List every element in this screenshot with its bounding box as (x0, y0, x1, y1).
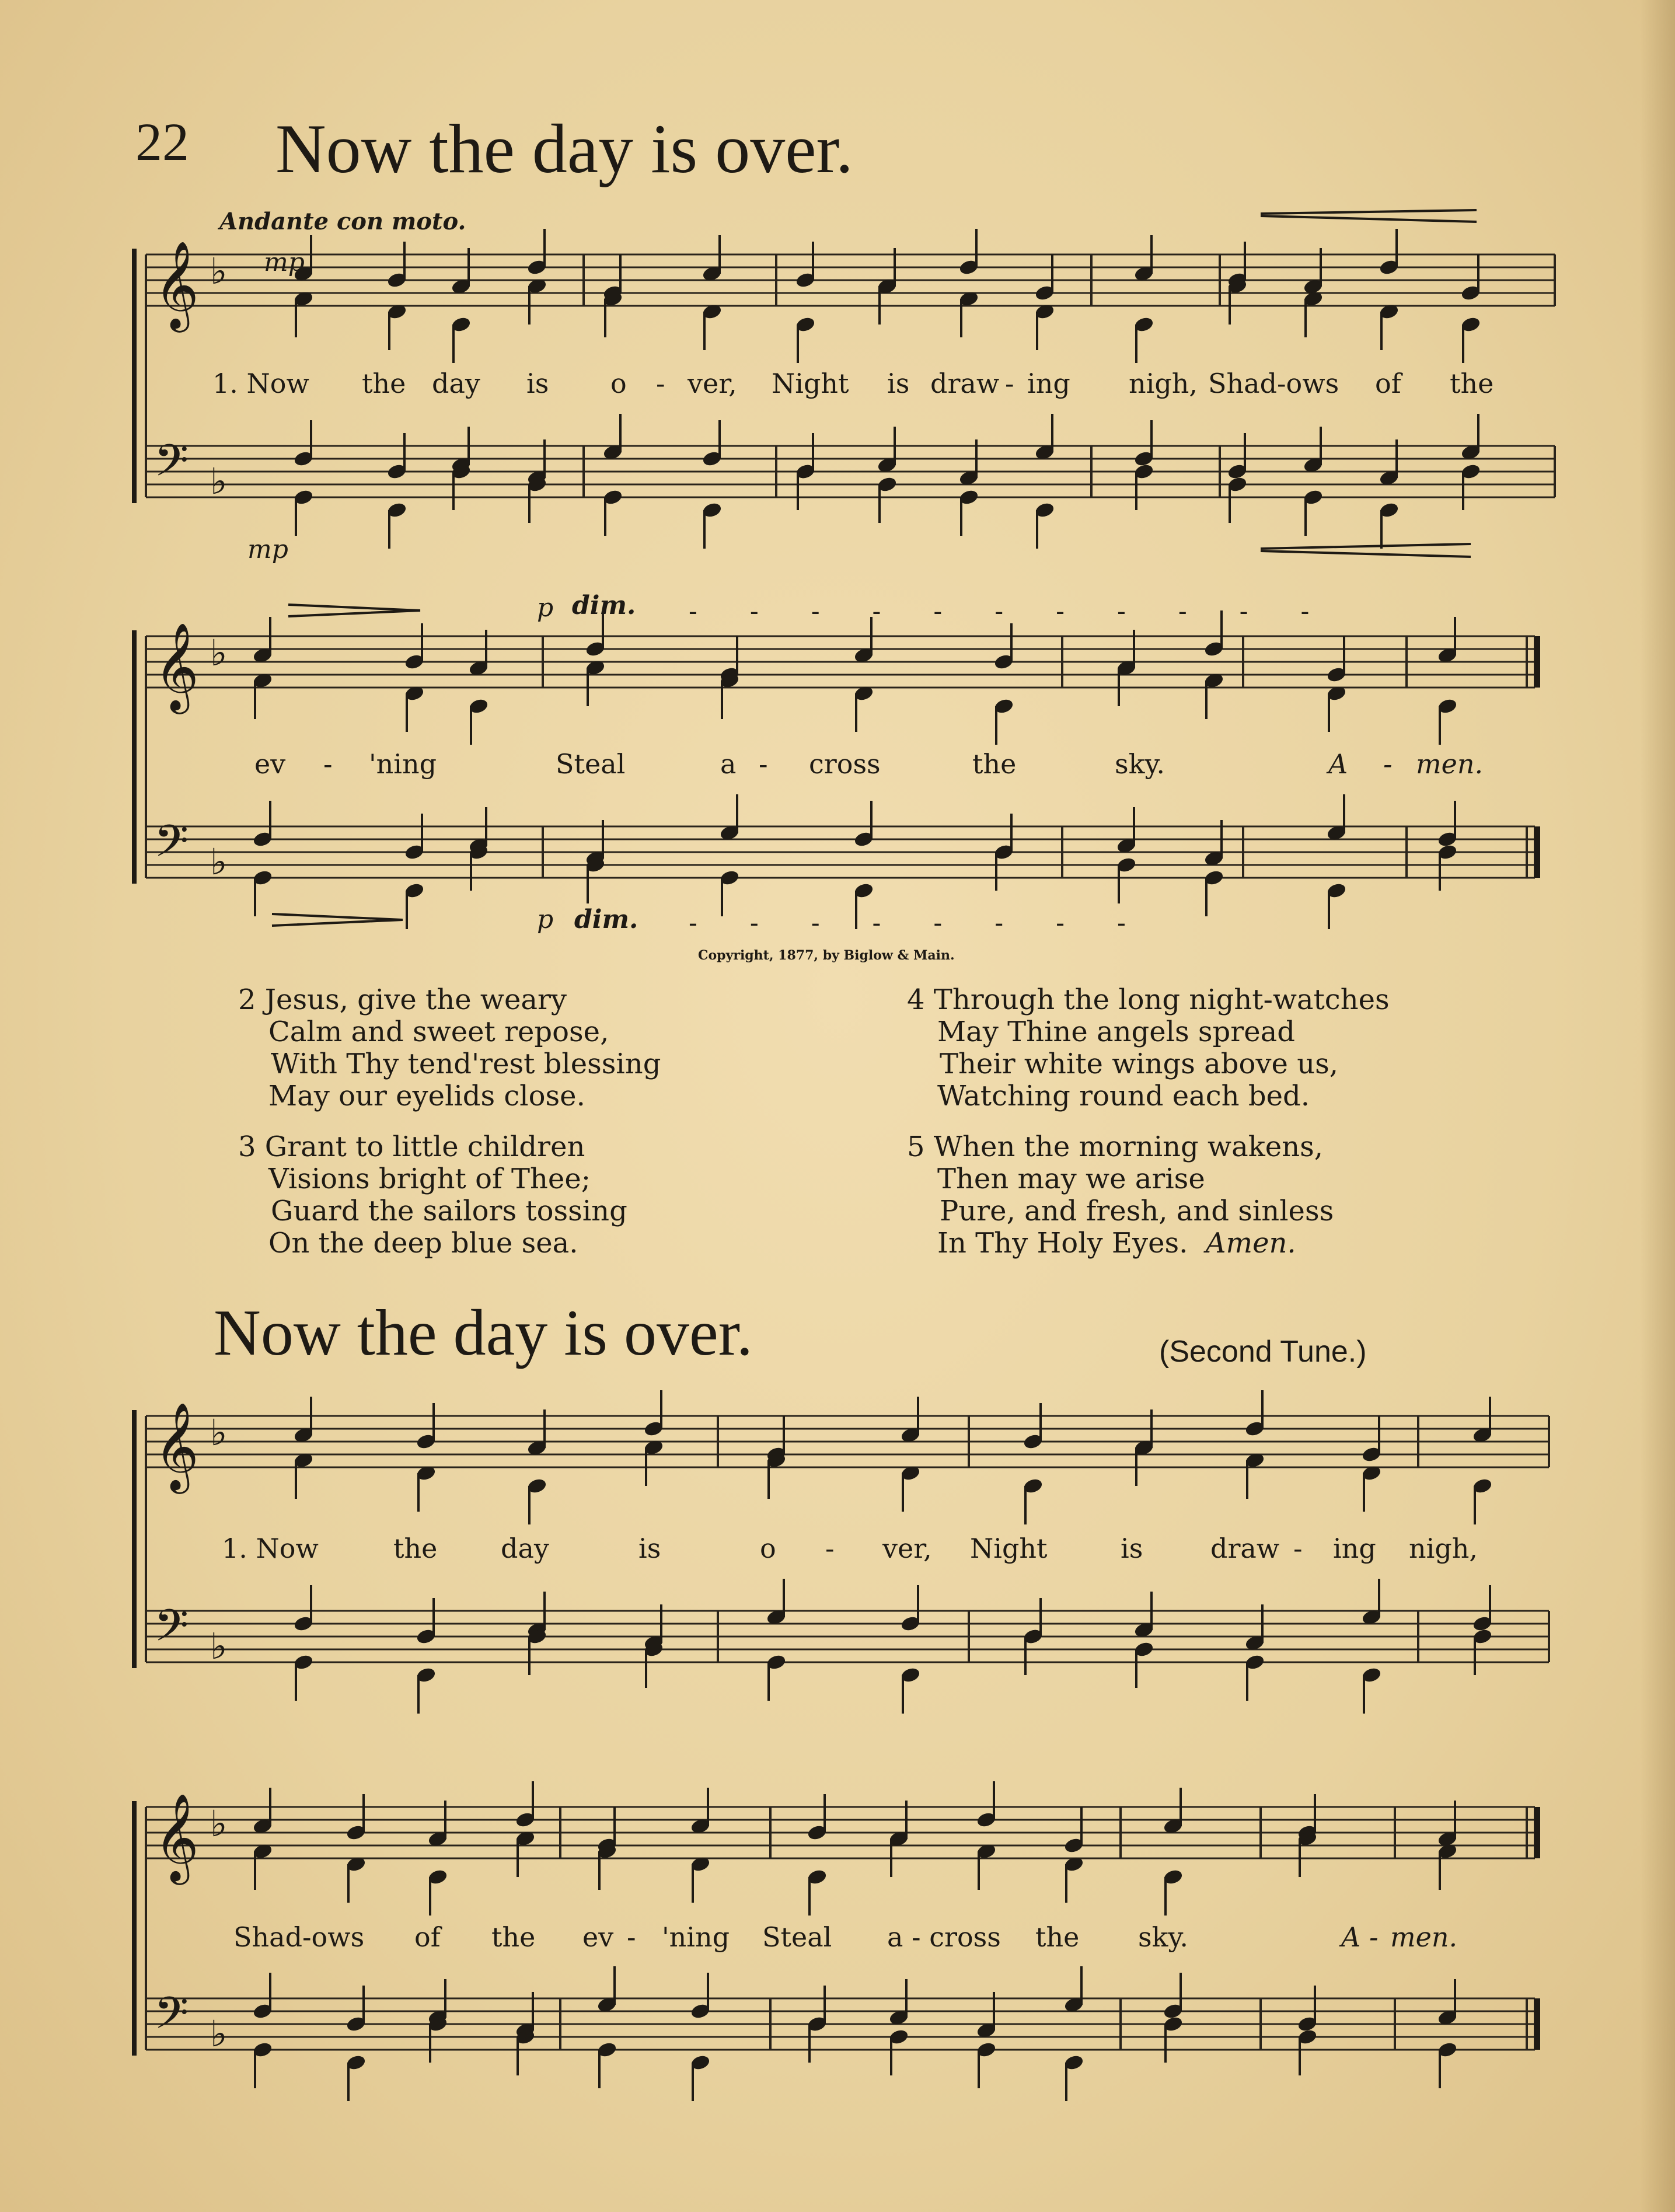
lyric-syllable: Steal (556, 748, 626, 780)
lyric-syllable: ing (1333, 1533, 1376, 1564)
lyric-syllable: day (501, 1533, 549, 1564)
verse-line: With Thy tend'rest blessing (271, 1048, 661, 1080)
flat-key-signature-icon: ♭ (210, 1802, 228, 1845)
verse-line: On the deep blue sea. (268, 1227, 578, 1259)
dynamic-p-bass: p (537, 905, 554, 934)
dynamic-mp-bass: mp (247, 535, 288, 564)
verse-line: Watching round each bed. (937, 1080, 1310, 1112)
lyric-syllable: the (972, 748, 1017, 780)
verse-line: 5 When the morning wakens, (907, 1131, 1324, 1163)
lyric-syllable: - (1383, 748, 1393, 780)
treble-clef-icon: 𝄞 (154, 622, 199, 710)
verse-line: Then may we arise (937, 1163, 1205, 1195)
decrescendo-hairpin (272, 914, 403, 926)
lyric-syllable: - (1293, 1533, 1303, 1564)
lyric-syllable: A (1341, 1921, 1361, 1953)
lyric-syllable: Shad-ows (233, 1921, 365, 1953)
lyric-syllable: sky. (1138, 1921, 1188, 1953)
lyric-syllable: - (759, 748, 768, 780)
dynamic-dim-treble: dim. (572, 591, 636, 620)
verse-line: Guard the sailors tossing (271, 1195, 627, 1227)
treble-clef-icon: 𝄞 (154, 240, 199, 329)
crescendo-hairpin (1261, 210, 1477, 222)
lyric-syllable: draw (1210, 1533, 1280, 1564)
lyric-syllable: - (627, 1921, 636, 1953)
flat-key-signature-icon: ♭ (210, 460, 228, 503)
lyric-syllable: 1. Now (212, 368, 309, 399)
lyric-syllable: - (1005, 368, 1014, 399)
lyric-syllable: cross (809, 748, 881, 780)
lyric-syllable: is (1121, 1533, 1143, 1564)
bass-clef-icon: 𝄢 (154, 1600, 189, 1662)
lyric-syllable: Steal (762, 1921, 832, 1953)
copyright-notice: Copyright, 1877, by Biglow & Main. (698, 948, 955, 963)
bass-clef-icon: 𝄢 (154, 1987, 189, 2050)
flat-key-signature-icon: ♭ (210, 840, 228, 883)
verse-line: Calm and sweet repose, (268, 1016, 609, 1048)
lyric-syllable: is (638, 1533, 661, 1564)
verse-line (907, 1227, 1334, 1259)
lyric-syllable: a - cross (887, 1921, 1001, 1953)
lyric-syllable: is (526, 368, 549, 399)
lyric-syllable: men. (1390, 1921, 1458, 1953)
lyric-syllable: ev (254, 748, 286, 780)
verse-line: May our eyelids close. (268, 1080, 585, 1112)
bass-clef-icon: 𝄢 (154, 815, 189, 878)
treble-clef-icon: 𝄞 (154, 1401, 199, 1490)
flat-key-signature-icon: ♭ (210, 1625, 228, 1667)
dim-dashes-treble: - - - - - - - - - - - (689, 596, 1332, 626)
verse-line: 2 Jesus, give the weary (238, 983, 567, 1016)
hymn2-subtitle: (Second Tune.) (1159, 1335, 1367, 1369)
amen-text: Amen. (1205, 1227, 1296, 1259)
hymn2-title: Now the day is over. (214, 1297, 753, 1369)
lyric-syllable: o (760, 1533, 776, 1564)
lyric-syllable: draw (930, 368, 1000, 399)
dynamic-mp-treble: mp (264, 247, 305, 277)
dim-dashes-bass: - - - - - - - - (689, 908, 1148, 938)
lyric-syllable: 'ning (369, 748, 437, 780)
lyric-syllable: 'ning (662, 1921, 730, 1953)
lyric-syllable: Shad-ows (1208, 368, 1339, 399)
lyric-syllable: nigh, (1129, 368, 1198, 399)
hymn-title: Now the day is over. (275, 110, 853, 187)
lyric-syllable: o (610, 368, 627, 399)
lyric-syllable: ing (1027, 368, 1070, 399)
flat-key-signature-icon: ♭ (210, 1411, 228, 1454)
verse-line: 4 Through the long night-watches (907, 983, 1390, 1016)
verse-line: May Thine angels spread (937, 1016, 1295, 1048)
verse-2 (238, 984, 661, 1112)
lyric-syllable: men. (1416, 748, 1484, 780)
treble-clef-icon: 𝄞 (154, 1792, 199, 1881)
crescendo-hairpin (1261, 544, 1471, 557)
flat-key-signature-icon: ♭ (210, 631, 228, 674)
lyric-syllable: a (720, 748, 737, 780)
lyric-syllable: nigh, (1409, 1533, 1478, 1564)
lyric-syllable: ver, (688, 368, 737, 399)
lyric-syllable: sky. (1115, 748, 1165, 780)
page-number: 22 (135, 112, 189, 172)
lyric-syllable: of (1375, 368, 1401, 399)
verse-line: Their white wings above us, (940, 1048, 1338, 1080)
verse-line: Visions bright of Thee; (268, 1163, 591, 1195)
verse-line: Pure, and fresh, and sinless (940, 1195, 1334, 1227)
lyric-syllable: the (1035, 1921, 1080, 1953)
lyric-syllable: ev (582, 1921, 614, 1953)
verse-3 (238, 1131, 627, 1259)
lyric-syllable: - (825, 1533, 835, 1564)
bass-clef-icon: 𝄢 (154, 435, 189, 497)
lyric-syllable: the (362, 368, 406, 399)
lyric-syllable: the (393, 1533, 438, 1564)
dynamic-p-treble: p (537, 593, 554, 623)
lyric-syllable: ver, (882, 1533, 932, 1564)
lyric-syllable: - (323, 748, 333, 780)
lyric-syllable: the (491, 1921, 536, 1953)
tempo-marking: Andante con moto. (219, 208, 466, 235)
verse-5 (907, 1131, 1334, 1259)
flat-key-signature-icon: ♭ (210, 250, 228, 292)
verse-line: 3 Grant to little children (238, 1131, 585, 1163)
lyric-syllable: - (656, 368, 665, 399)
lyric-syllable: A (1328, 748, 1348, 780)
verse-line-text: In Thy Holy Eyes. (937, 1227, 1188, 1259)
lyric-syllable: - (1369, 1921, 1379, 1953)
verse-4 (907, 984, 1390, 1112)
lyric-syllable: of (414, 1921, 441, 1953)
lyric-syllable: the (1450, 368, 1494, 399)
lyric-syllable: is (887, 368, 910, 399)
flat-key-signature-icon: ♭ (210, 2012, 228, 2055)
lyric-syllable: Night (970, 1533, 1048, 1564)
decrescendo-hairpin (288, 605, 420, 616)
lyric-syllable: Night (772, 368, 849, 399)
lyric-syllable: 1. Now (222, 1533, 319, 1564)
dynamic-dim-bass: dim. (574, 905, 638, 934)
lyric-syllable: day (432, 368, 480, 399)
